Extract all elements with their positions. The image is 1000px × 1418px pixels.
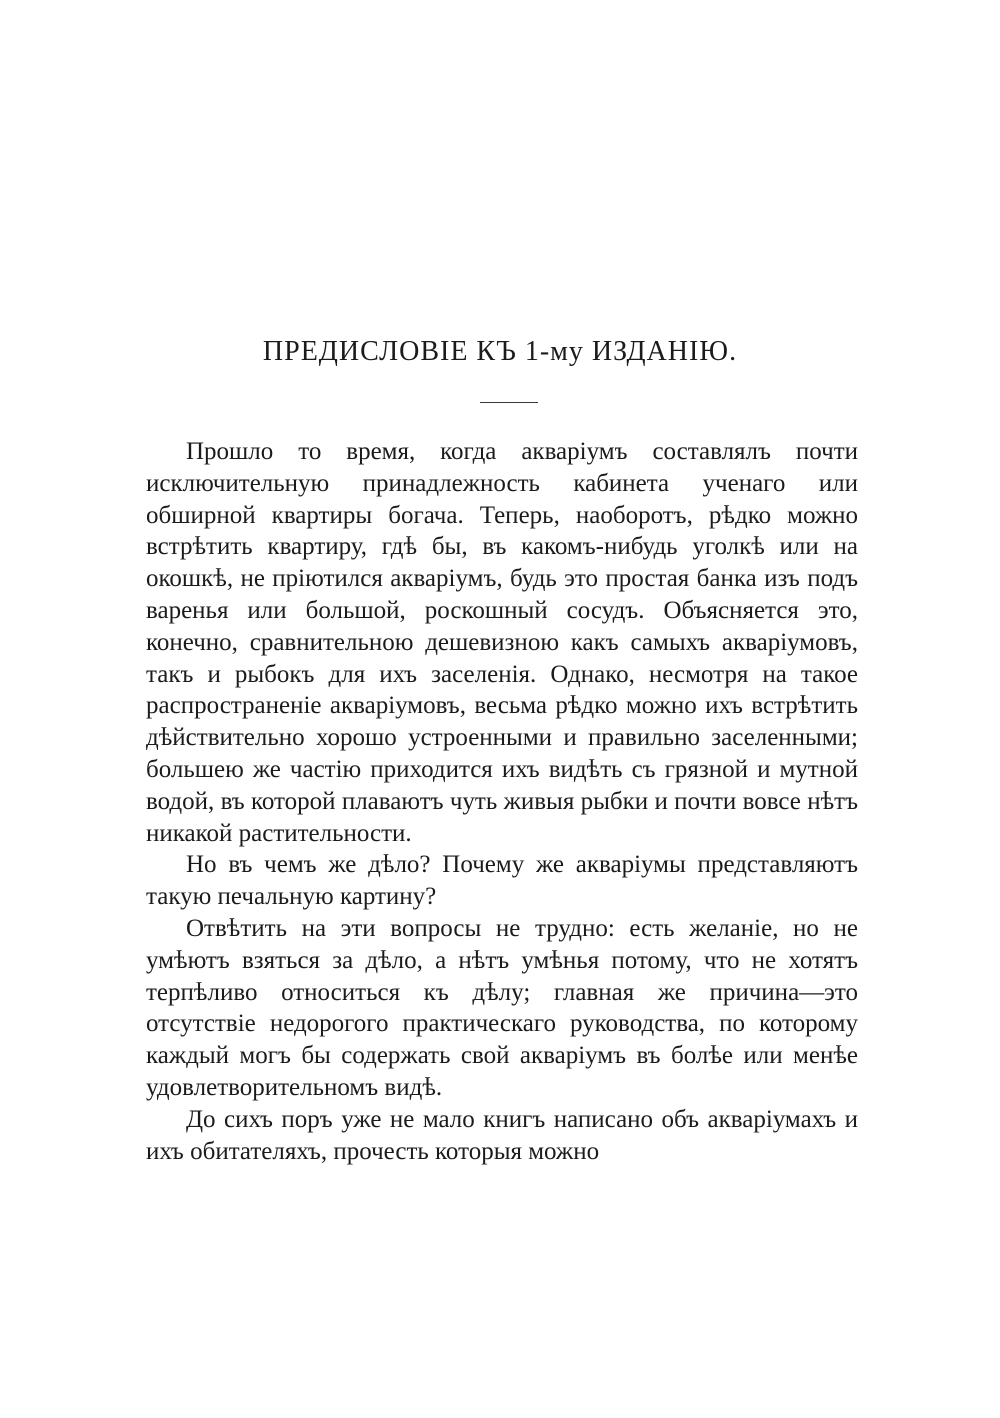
paragraph: Отвѣтить на эти вопросы не трудно: есть желаніе, но не умѣютъ взяться за дѣло, а нѣтъ умѣнья потому, что не хотятъ терпѣливо относиться къ дѣлу; главная же причина—это отсутствіе недорогого практическаго руководства, по которому каждый могъ бы содержать свой акваріумъ въ болѣе или менѣе удовлетворительномъ видѣ. xyxy=(146,914,858,1101)
paragraph: Прошло то время, когда акваріумъ составлялъ почти исключительную принадлежность кабинета ученаго или обширной квартиры богача. Теперь, наоборотъ, рѣдко можно встрѣтить квартиру, гдѣ бы, въ какомъ-нибудь уголкѣ или на окошкѣ, не пріютился акваріумъ, будь это простая банка изъ подъ варенья или большой, роскошный сосудъ. Объясняется это, конечно, сравнительною дешевизною какъ самыхъ акваріумовъ, такъ и рыбокъ для ихъ заселенія. Однако, несмотря на такое распространеніе акваріумовъ, весьма рѣдко можно ихъ встрѣтить дѣйствительно хорошо устроенными и правильно заселенными; большею же частію приходится ихъ видѣть съ грязной и мутной водой, въ которой плаваютъ чуть живыя рыбки и почти вовсе нѣтъ никакой растительности. xyxy=(146,438,858,847)
paragraph: Но въ чемъ же дѣло? Почему же акваріумы представляютъ такую печальную картину? xyxy=(146,851,858,911)
title-divider xyxy=(480,402,538,403)
preface-body xyxy=(146,436,858,1167)
paragraph: До сихъ поръ уже не мало книгъ написано объ акваріумахъ и ихъ обитателяхъ, прочесть которыя можно xyxy=(146,1105,858,1165)
page-title: ПРЕДИСЛОВІЕ КЪ 1-му ИЗДАНІЮ. xyxy=(262,336,738,367)
